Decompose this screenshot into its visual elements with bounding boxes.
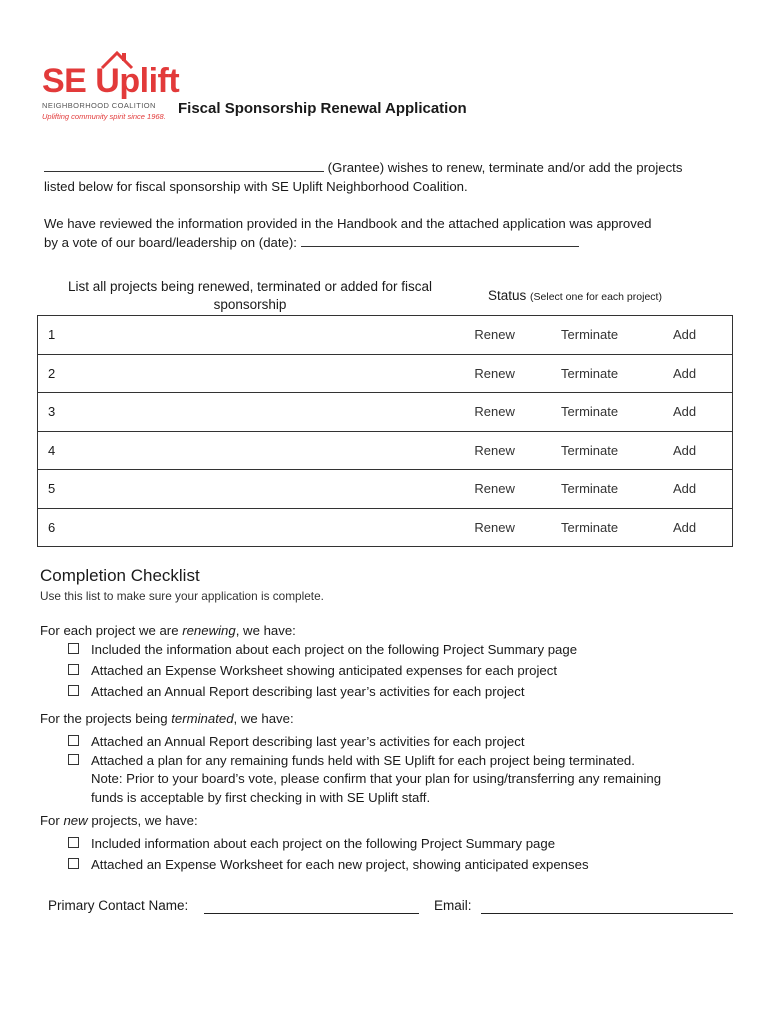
logo-tagline: Uplifting community spirit since 1968. xyxy=(42,112,166,121)
item-text: Attached an xyxy=(91,684,165,699)
renewing-heading xyxy=(40,623,296,638)
checklist-item xyxy=(68,683,728,702)
terminate-option[interactable]: Terminate xyxy=(542,431,637,470)
terminated-pre: For the projects being xyxy=(40,711,172,726)
item-text: Included the information about each project on the following xyxy=(91,642,443,657)
email-label: Email: xyxy=(434,898,472,913)
add-option[interactable]: Add xyxy=(637,316,732,355)
terminate-option[interactable]: Terminate xyxy=(542,393,637,432)
new-em: new xyxy=(63,813,88,828)
row-number: 5 xyxy=(38,470,448,509)
logo-subtitle: NEIGHBORHOOD COALITION xyxy=(42,101,156,110)
item-doc-name: Project Summary xyxy=(442,642,545,657)
table-row xyxy=(38,508,733,547)
renew-option[interactable]: Renew xyxy=(447,316,542,355)
terminated-em: terminated xyxy=(171,711,234,726)
item-doc-name: Expense Worksheet xyxy=(165,663,283,678)
renewing-em: renewing xyxy=(182,623,236,638)
projects-table xyxy=(37,315,733,547)
checkbox[interactable] xyxy=(68,858,79,869)
item-doc-name: Annual Report xyxy=(164,734,249,749)
intro-text-line2: listed below for fiscal sponsorship with SE Uplift Neighborhood Coalition. xyxy=(44,178,468,194)
new-post: projects, we have: xyxy=(87,813,198,828)
renew-option[interactable]: Renew xyxy=(447,393,542,432)
terminated-note xyxy=(91,770,731,807)
logo-text: SE Uplift xyxy=(42,62,180,100)
item-text-end: showing anticipated expenses for each project xyxy=(282,663,558,678)
item-text-end: describing last year’s activities for each project xyxy=(248,684,525,699)
item-text-end: for each new project, showing anticipated expenses xyxy=(282,857,589,872)
checklist-item xyxy=(68,733,728,752)
checkbox[interactable] xyxy=(68,685,79,696)
page-title: Fiscal Sponsorship Renewal Application xyxy=(178,100,467,117)
checklist-heading: Completion Checklist xyxy=(40,566,200,585)
row-number: 6 xyxy=(38,508,448,547)
renew-option[interactable]: Renew xyxy=(447,431,542,470)
date-field[interactable] xyxy=(301,234,579,247)
item-text: Attached a plan for any remaining funds held with SE Uplift for each project being terminated. xyxy=(91,753,635,768)
add-option[interactable]: Add xyxy=(637,508,732,547)
table-row xyxy=(38,393,733,432)
checkbox[interactable] xyxy=(68,837,79,848)
renewing-pre: For each project we are xyxy=(40,623,183,638)
grantee-field[interactable] xyxy=(44,159,324,172)
checklist-item xyxy=(68,856,728,875)
add-option[interactable]: Add xyxy=(637,354,732,393)
intro-paragraph xyxy=(44,159,682,196)
row-number: 4 xyxy=(38,431,448,470)
checkbox[interactable] xyxy=(68,735,79,746)
checklist-item xyxy=(68,835,728,854)
checkbox[interactable] xyxy=(68,754,79,765)
table-row xyxy=(38,316,733,355)
approval-paragraph xyxy=(44,215,652,252)
row-number: 1 xyxy=(38,316,448,355)
terminate-option[interactable]: Terminate xyxy=(542,508,637,547)
checkbox[interactable] xyxy=(68,643,79,654)
status-note: (Select one for each project) xyxy=(530,291,662,303)
terminated-post: , we have: xyxy=(233,711,294,726)
terminate-option[interactable]: Terminate xyxy=(542,470,637,509)
renewing-post: , we have: xyxy=(235,623,296,638)
terminate-option[interactable]: Terminate xyxy=(542,316,637,355)
renew-option[interactable]: Renew xyxy=(447,354,542,393)
renew-option[interactable]: Renew xyxy=(447,508,542,547)
projects-header: List all projects being renewed, terminated or added for fiscal sponsorship xyxy=(68,279,432,312)
terminate-option[interactable]: Terminate xyxy=(542,354,637,393)
new-pre: For xyxy=(40,813,64,828)
approval-text-line2: by a vote of our board/leadership on (date): xyxy=(44,234,301,250)
checklist-item xyxy=(68,752,728,771)
add-option[interactable]: Add xyxy=(637,470,732,509)
note-line1: Note: Prior to your board’s vote, please confirm that your plan for using/transferring any remaining xyxy=(91,771,662,786)
contact-name-label: Primary Contact Name: xyxy=(48,898,189,913)
renew-option[interactable]: Renew xyxy=(447,470,542,509)
add-option[interactable]: Add xyxy=(637,431,732,470)
contact-name-field[interactable] xyxy=(204,913,419,914)
table-row xyxy=(38,470,733,509)
item-text: Included information about each project on the following Project Summary page xyxy=(91,836,556,851)
item-text: Attached an xyxy=(91,857,166,872)
item-text: Attached an xyxy=(91,663,166,678)
checkbox[interactable] xyxy=(68,664,79,675)
item-doc-name: Expense Worksheet xyxy=(165,857,283,872)
item-text-end: describing last year’s activities for each project xyxy=(248,734,525,749)
table-row xyxy=(38,354,733,393)
row-number: 2 xyxy=(38,354,448,393)
terminated-heading xyxy=(40,711,294,726)
note-line2: funds is acceptable by first checking in with SE Uplift staff. xyxy=(91,789,431,805)
logo xyxy=(42,50,180,126)
item-text: Attached an xyxy=(91,734,165,749)
checklist-item xyxy=(68,662,728,681)
new-heading xyxy=(40,813,198,828)
checklist-item xyxy=(68,641,728,660)
email-field[interactable] xyxy=(481,913,733,914)
add-option[interactable]: Add xyxy=(637,393,732,432)
intro-text: (Grantee) wishes to renew, terminate and/or add the projects xyxy=(324,160,683,175)
item-doc-name: Annual Report xyxy=(164,684,249,699)
item-text-end: page xyxy=(544,642,578,657)
row-number: 3 xyxy=(38,393,448,432)
status-label: Status xyxy=(488,288,527,303)
table-row xyxy=(38,431,733,470)
checklist-subtitle: Use this list to make sure your application is complete. xyxy=(40,589,324,603)
status-header xyxy=(488,288,662,303)
approval-text: We have reviewed the information provided in the Handbook and the attached application was approved xyxy=(44,216,652,231)
